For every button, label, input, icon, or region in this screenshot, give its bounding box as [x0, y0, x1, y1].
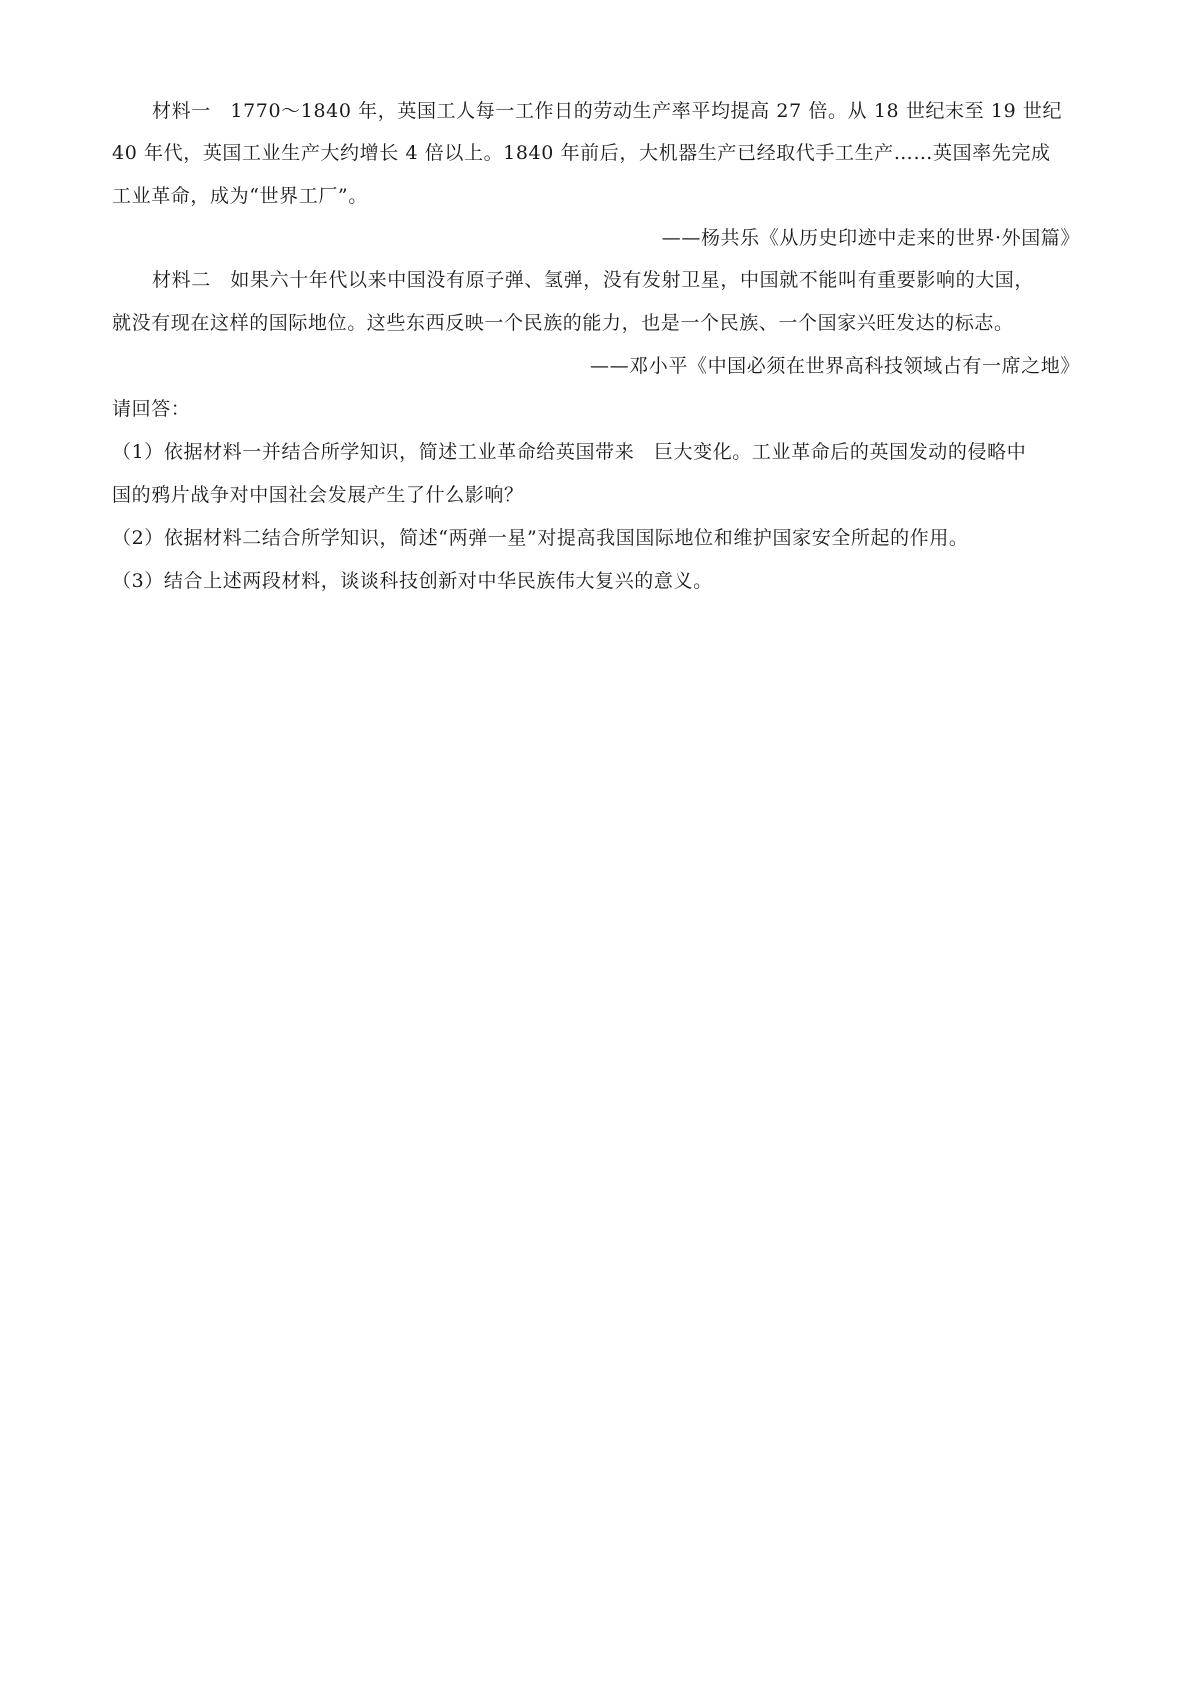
- question-2: （2）依据材料二结合所学知识，简述“两弹一星”对提高我国国际地位和维护国家安全所起的作用。: [112, 527, 969, 549]
- question-1-line2: 国的鸦片战争对中国社会发展产生了什么影响？: [112, 484, 524, 506]
- material2-line1: 材料二 如果六十年代以来中国没有原子弹、氢弹，没有发射卫星，中国就不能叫有重要影响的大国，: [152, 269, 1035, 291]
- question-1-line1: （1）依据材料一并结合所学知识，简述工业革命给英国带来 巨大变化。工业革命后的英国发动的侵略中: [112, 441, 1027, 463]
- material1-source: ——杨共乐《从历史印迹中走来的世界·外国篇》: [661, 227, 1080, 249]
- material2-line2: 就没有现在这样的国际地位。这些东西反映一个民族的能力，也是一个民族、一个国家兴旺发达的标志。: [112, 312, 1014, 334]
- question-3: （3）结合上述两段材料，谈谈科技创新对中华民族伟大复兴的意义。: [112, 570, 713, 592]
- material1-line1: 材料一 1770～1840 年，英国工人每一工作日的劳动生产率平均提高 27 倍。从 18 世纪末至 19 世纪: [152, 100, 1063, 122]
- material2-source: ——邓小平《中国必须在世界高科技领域占有一席之地》: [589, 355, 1080, 377]
- answer-prompt: 请回答：: [112, 398, 191, 420]
- material1-line3: 工业革命，成为“世界工厂”。: [112, 185, 368, 207]
- material1-line2: 40 年代，英国工业生产大约增长 4 倍以上。1840 年前后，大机器生产已经取代手工生产……英国率先完成: [112, 142, 1051, 164]
